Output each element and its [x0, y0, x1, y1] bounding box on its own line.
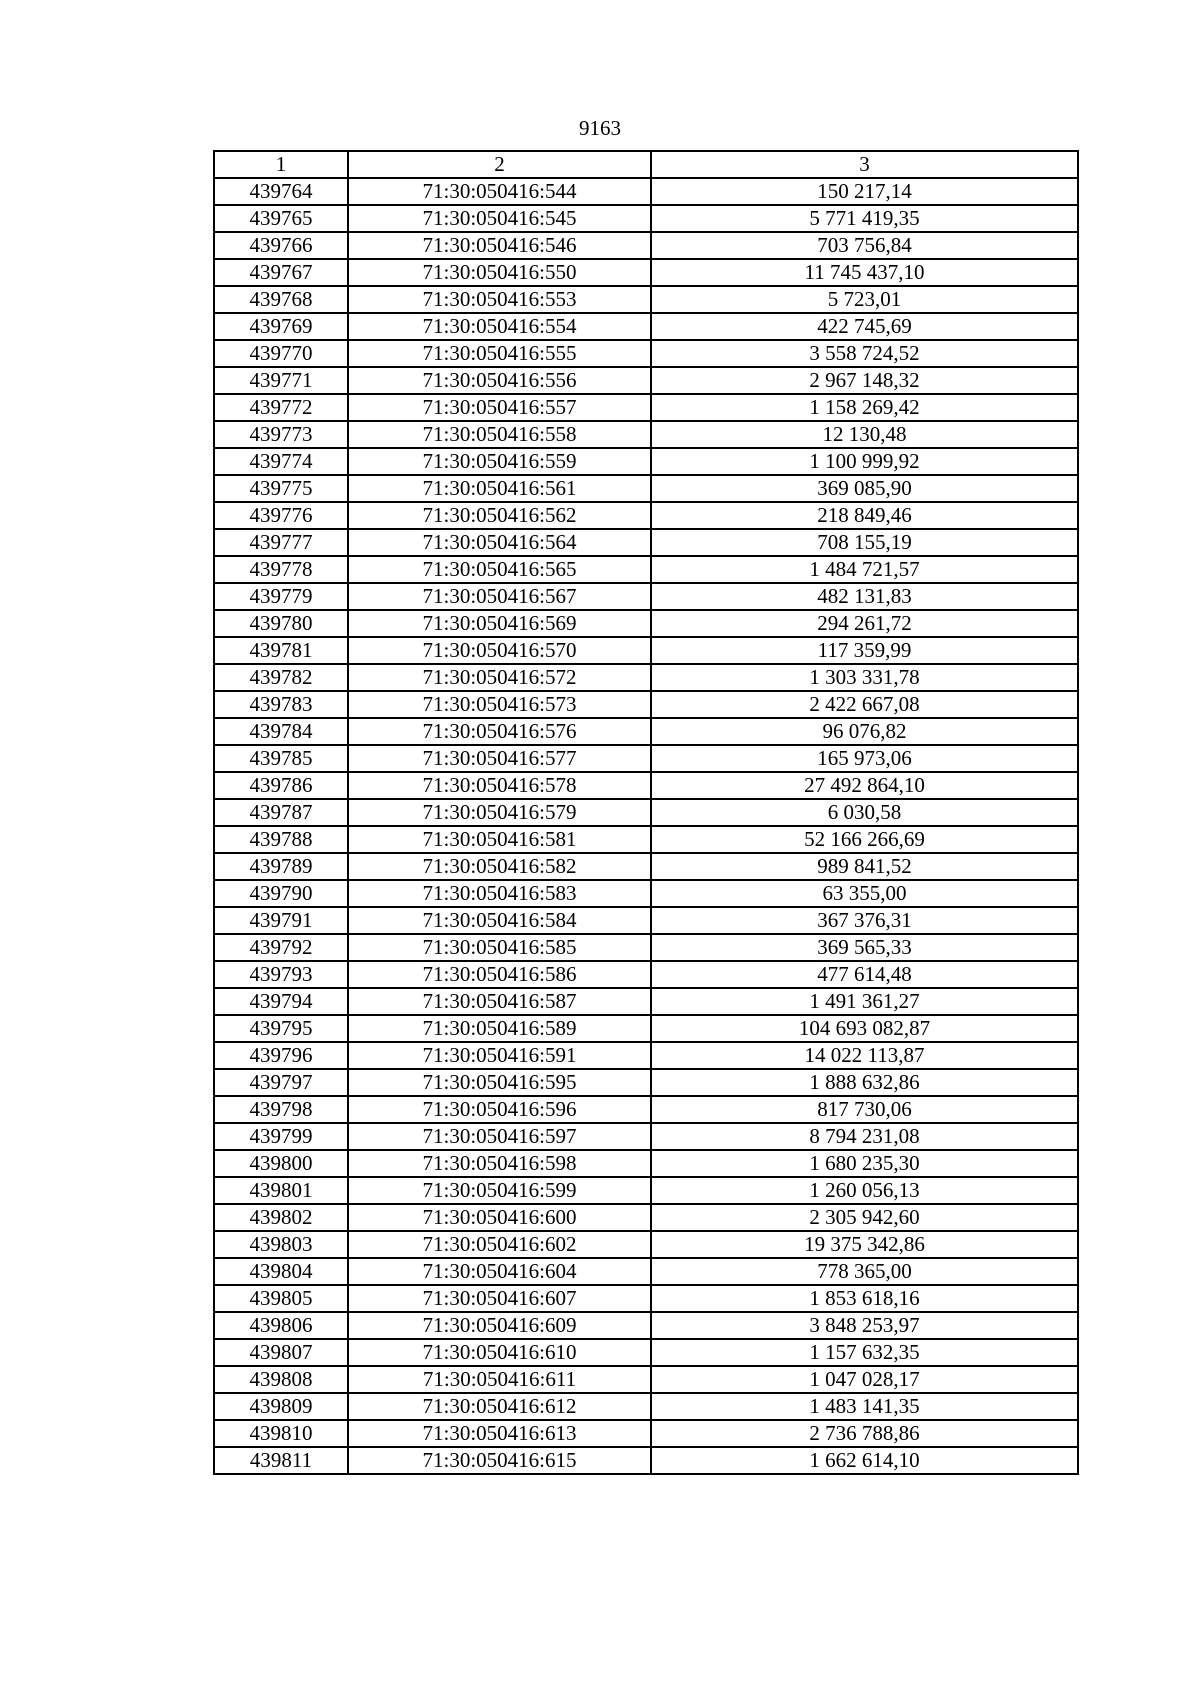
table-row: [214, 340, 1078, 367]
row-number-cell: 439800: [214, 1150, 348, 1177]
cadastral-number-cell: 71:30:050416:554: [348, 313, 651, 340]
row-number-cell: 439809: [214, 1393, 348, 1420]
row-number-cell: 439806: [214, 1312, 348, 1339]
cadastral-number-cell: 71:30:050416:583: [348, 880, 651, 907]
row-number-cell: 439780: [214, 610, 348, 637]
row-number-cell: 439792: [214, 934, 348, 961]
cadastral-value-cell: 63 355,00: [651, 880, 1078, 907]
cadastral-value-cell: 3 848 253,97: [651, 1312, 1078, 1339]
cadastral-number-cell: 71:30:050416:562: [348, 502, 651, 529]
table-row: [214, 988, 1078, 1015]
cadastral-value-cell: 369 565,33: [651, 934, 1078, 961]
cadastral-number-cell: 71:30:050416:599: [348, 1177, 651, 1204]
cadastral-number-cell: 71:30:050416:567: [348, 583, 651, 610]
cadastral-number-cell: 71:30:050416:565: [348, 556, 651, 583]
cadastral-number-cell: 71:30:050416:585: [348, 934, 651, 961]
cadastral-number-cell: 71:30:050416:586: [348, 961, 651, 988]
row-number-cell: 439790: [214, 880, 348, 907]
cadastral-value-cell: 1 157 632,35: [651, 1339, 1078, 1366]
row-number-cell: 439768: [214, 286, 348, 313]
table-row: [214, 529, 1078, 556]
cadastral-number-cell: 71:30:050416:557: [348, 394, 651, 421]
table-body: [214, 178, 1078, 1474]
row-number-cell: 439801: [214, 1177, 348, 1204]
cadastral-value-table: [213, 150, 1079, 1475]
cadastral-number-cell: 71:30:050416:555: [348, 340, 651, 367]
cadastral-value-cell: 5 771 419,35: [651, 205, 1078, 232]
row-number-cell: 439802: [214, 1204, 348, 1231]
table-row: [214, 880, 1078, 907]
table-row: [214, 1420, 1078, 1447]
table-row: [214, 583, 1078, 610]
cadastral-value-cell: 1 047 028,17: [651, 1366, 1078, 1393]
cadastral-number-cell: 71:30:050416:611: [348, 1366, 651, 1393]
cadastral-number-cell: 71:30:050416:607: [348, 1285, 651, 1312]
cadastral-value-cell: 27 492 864,10: [651, 772, 1078, 799]
table-row: [214, 1177, 1078, 1204]
row-number-cell: 439799: [214, 1123, 348, 1150]
table-row: [214, 232, 1078, 259]
column-header-2: 2: [348, 151, 651, 178]
table-row: [214, 1015, 1078, 1042]
row-number-cell: 439782: [214, 664, 348, 691]
cadastral-number-cell: 71:30:050416:578: [348, 772, 651, 799]
cadastral-value-cell: 1 483 141,35: [651, 1393, 1078, 1420]
cadastral-value-cell: 19 375 342,86: [651, 1231, 1078, 1258]
row-number-cell: 439769: [214, 313, 348, 340]
table-row: [214, 1312, 1078, 1339]
table-row: [214, 1123, 1078, 1150]
table-row: [214, 1231, 1078, 1258]
cadastral-number-cell: 71:30:050416:576: [348, 718, 651, 745]
cadastral-number-cell: 71:30:050416:595: [348, 1069, 651, 1096]
cadastral-value-cell: 165 973,06: [651, 745, 1078, 772]
row-number-cell: 439779: [214, 583, 348, 610]
cadastral-number-cell: 71:30:050416:587: [348, 988, 651, 1015]
cadastral-value-cell: 3 558 724,52: [651, 340, 1078, 367]
cadastral-number-cell: 71:30:050416:573: [348, 691, 651, 718]
row-number-cell: 439804: [214, 1258, 348, 1285]
table-row: [214, 772, 1078, 799]
cadastral-number-cell: 71:30:050416:550: [348, 259, 651, 286]
cadastral-number-cell: 71:30:050416:597: [348, 1123, 651, 1150]
cadastral-number-cell: 71:30:050416:545: [348, 205, 651, 232]
table-row: [214, 745, 1078, 772]
cadastral-value-cell: 96 076,82: [651, 718, 1078, 745]
cadastral-value-cell: 422 745,69: [651, 313, 1078, 340]
cadastral-value-cell: 14 022 113,87: [651, 1042, 1078, 1069]
cadastral-value-cell: 2 422 667,08: [651, 691, 1078, 718]
table-row: [214, 1258, 1078, 1285]
table-row: [214, 853, 1078, 880]
row-number-cell: 439789: [214, 853, 348, 880]
row-number-cell: 439773: [214, 421, 348, 448]
cadastral-value-cell: 708 155,19: [651, 529, 1078, 556]
table-row: [214, 691, 1078, 718]
row-number-cell: 439784: [214, 718, 348, 745]
cadastral-value-cell: 778 365,00: [651, 1258, 1078, 1285]
row-number-cell: 439791: [214, 907, 348, 934]
cadastral-number-cell: 71:30:050416:584: [348, 907, 651, 934]
cadastral-value-cell: 5 723,01: [651, 286, 1078, 313]
cadastral-value-cell: 369 085,90: [651, 475, 1078, 502]
cadastral-number-cell: 71:30:050416:589: [348, 1015, 651, 1042]
cadastral-value-cell: 8 794 231,08: [651, 1123, 1078, 1150]
row-number-cell: 439788: [214, 826, 348, 853]
cadastral-value-cell: 52 166 266,69: [651, 826, 1078, 853]
cadastral-value-cell: 477 614,48: [651, 961, 1078, 988]
cadastral-number-cell: 71:30:050416:561: [348, 475, 651, 502]
cadastral-number-cell: 71:30:050416:591: [348, 1042, 651, 1069]
cadastral-value-cell: 1 100 999,92: [651, 448, 1078, 475]
table-row: [214, 502, 1078, 529]
table-row: [214, 1285, 1078, 1312]
cadastral-value-cell: 1 662 614,10: [651, 1447, 1078, 1474]
table-row: [214, 1042, 1078, 1069]
table-row: [214, 394, 1078, 421]
row-number-cell: 439798: [214, 1096, 348, 1123]
row-number-cell: 439781: [214, 637, 348, 664]
cadastral-value-cell: 117 359,99: [651, 637, 1078, 664]
cadastral-value-cell: 1 491 361,27: [651, 988, 1078, 1015]
cadastral-number-cell: 71:30:050416:582: [348, 853, 651, 880]
cadastral-number-cell: 71:30:050416:615: [348, 1447, 651, 1474]
row-number-cell: 439775: [214, 475, 348, 502]
table-row: [214, 610, 1078, 637]
row-number-cell: 439772: [214, 394, 348, 421]
table-row: [214, 1069, 1078, 1096]
table-row: [214, 718, 1078, 745]
cadastral-number-cell: 71:30:050416:564: [348, 529, 651, 556]
table-row: [214, 1339, 1078, 1366]
cadastral-number-cell: 71:30:050416:544: [348, 178, 651, 205]
cadastral-value-cell: 218 849,46: [651, 502, 1078, 529]
table-row: [214, 178, 1078, 205]
table-row: [214, 1366, 1078, 1393]
row-number-cell: 439776: [214, 502, 348, 529]
cadastral-number-cell: 71:30:050416:612: [348, 1393, 651, 1420]
cadastral-number-cell: 71:30:050416:610: [348, 1339, 651, 1366]
table-row: [214, 205, 1078, 232]
table-row: [214, 367, 1078, 394]
row-number-cell: 439778: [214, 556, 348, 583]
row-number-cell: 439774: [214, 448, 348, 475]
table-row: [214, 1204, 1078, 1231]
cadastral-number-cell: 71:30:050416:579: [348, 799, 651, 826]
cadastral-value-cell: 12 130,48: [651, 421, 1078, 448]
cadastral-number-cell: 71:30:050416:570: [348, 637, 651, 664]
table-row: [214, 556, 1078, 583]
table-row: [214, 1447, 1078, 1474]
row-number-cell: 439777: [214, 529, 348, 556]
cadastral-number-cell: 71:30:050416:559: [348, 448, 651, 475]
row-number-cell: 439793: [214, 961, 348, 988]
cadastral-value-cell: 104 693 082,87: [651, 1015, 1078, 1042]
row-number-cell: 439771: [214, 367, 348, 394]
cadastral-number-cell: 71:30:050416:569: [348, 610, 651, 637]
table-row: [214, 799, 1078, 826]
cadastral-value-cell: 1 158 269,42: [651, 394, 1078, 421]
table-row: [214, 259, 1078, 286]
row-number-cell: 439766: [214, 232, 348, 259]
cadastral-value-cell: 1 680 235,30: [651, 1150, 1078, 1177]
cadastral-value-cell: 367 376,31: [651, 907, 1078, 934]
cadastral-value-cell: 11 745 437,10: [651, 259, 1078, 286]
column-header-1: 1: [214, 151, 348, 178]
cadastral-number-cell: 71:30:050416:602: [348, 1231, 651, 1258]
cadastral-value-cell: 482 131,83: [651, 583, 1078, 610]
cadastral-number-cell: 71:30:050416:600: [348, 1204, 651, 1231]
table-row: [214, 475, 1078, 502]
table-row: [214, 934, 1078, 961]
cadastral-value-cell: 1 303 331,78: [651, 664, 1078, 691]
cadastral-value-cell: 150 217,14: [651, 178, 1078, 205]
row-number-cell: 439808: [214, 1366, 348, 1393]
table-header: [214, 151, 1078, 178]
cadastral-number-cell: 71:30:050416:556: [348, 367, 651, 394]
table-row: [214, 907, 1078, 934]
cadastral-value-cell: 1 853 618,16: [651, 1285, 1078, 1312]
row-number-cell: 439796: [214, 1042, 348, 1069]
row-number-cell: 439795: [214, 1015, 348, 1042]
row-number-cell: 439797: [214, 1069, 348, 1096]
row-number-cell: 439786: [214, 772, 348, 799]
table-row: [214, 826, 1078, 853]
cadastral-number-cell: 71:30:050416:598: [348, 1150, 651, 1177]
cadastral-number-cell: 71:30:050416:558: [348, 421, 651, 448]
row-number-cell: 439783: [214, 691, 348, 718]
row-number-cell: 439807: [214, 1339, 348, 1366]
table-row: [214, 286, 1078, 313]
cadastral-value-cell: 1 888 632,86: [651, 1069, 1078, 1096]
row-number-cell: 439811: [214, 1447, 348, 1474]
cadastral-number-cell: 71:30:050416:604: [348, 1258, 651, 1285]
page-number: 9163: [579, 116, 621, 140]
table-row: [214, 448, 1078, 475]
row-number-cell: 439785: [214, 745, 348, 772]
table-row: [214, 1393, 1078, 1420]
row-number-cell: 439805: [214, 1285, 348, 1312]
cadastral-number-cell: 71:30:050416:553: [348, 286, 651, 313]
row-number-cell: 439787: [214, 799, 348, 826]
header-row: [214, 151, 1078, 178]
row-number-cell: 439765: [214, 205, 348, 232]
cadastral-value-cell: 1 260 056,13: [651, 1177, 1078, 1204]
table-row: [214, 961, 1078, 988]
cadastral-number-cell: 71:30:050416:609: [348, 1312, 651, 1339]
row-number-cell: 439770: [214, 340, 348, 367]
cadastral-number-cell: 71:30:050416:572: [348, 664, 651, 691]
cadastral-number-cell: 71:30:050416:581: [348, 826, 651, 853]
row-number-cell: 439794: [214, 988, 348, 1015]
cadastral-value-cell: 1 484 721,57: [651, 556, 1078, 583]
cadastral-number-cell: 71:30:050416:577: [348, 745, 651, 772]
cadastral-value-cell: 2 305 942,60: [651, 1204, 1078, 1231]
row-number-cell: 439810: [214, 1420, 348, 1447]
cadastral-number-cell: 71:30:050416:613: [348, 1420, 651, 1447]
table-row: [214, 421, 1078, 448]
row-number-cell: 439767: [214, 259, 348, 286]
column-header-3: 3: [651, 151, 1078, 178]
cadastral-value-cell: 817 730,06: [651, 1096, 1078, 1123]
row-number-cell: 439764: [214, 178, 348, 205]
table-row: [214, 1150, 1078, 1177]
cadastral-value-cell: 294 261,72: [651, 610, 1078, 637]
table-row: [214, 313, 1078, 340]
cadastral-number-cell: 71:30:050416:546: [348, 232, 651, 259]
table-row: [214, 664, 1078, 691]
cadastral-value-cell: 703 756,84: [651, 232, 1078, 259]
cadastral-value-cell: 2 967 148,32: [651, 367, 1078, 394]
row-number-cell: 439803: [214, 1231, 348, 1258]
cadastral-value-cell: 6 030,58: [651, 799, 1078, 826]
cadastral-value-cell: 2 736 788,86: [651, 1420, 1078, 1447]
cadastral-number-cell: 71:30:050416:596: [348, 1096, 651, 1123]
table-row: [214, 637, 1078, 664]
table-row: [214, 1096, 1078, 1123]
cadastral-value-cell: 989 841,52: [651, 853, 1078, 880]
